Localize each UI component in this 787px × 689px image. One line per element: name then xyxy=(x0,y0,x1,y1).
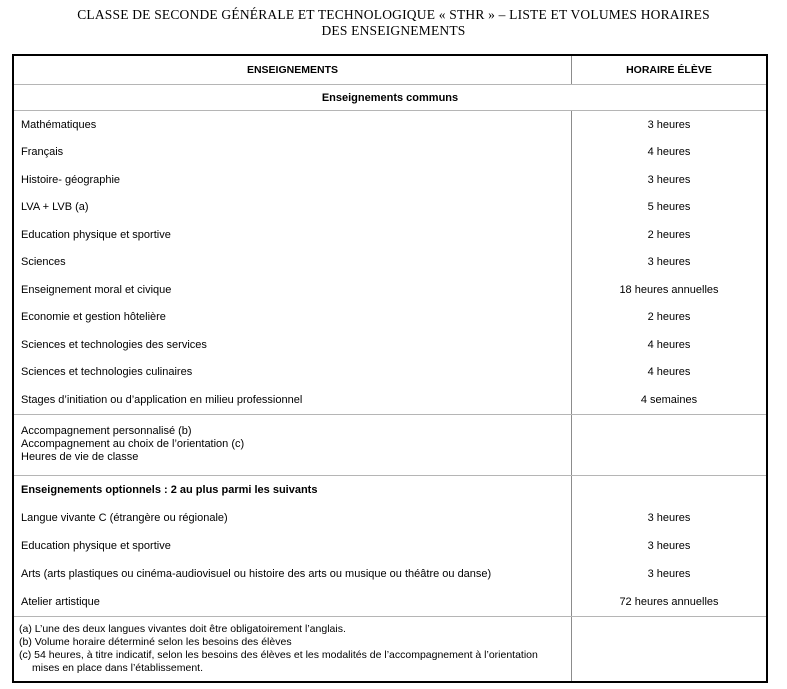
subject-label: LVA + LVB (a) xyxy=(14,194,572,222)
table-row xyxy=(14,359,766,387)
section-header-enseignements-communs: Enseignements communs xyxy=(14,85,766,111)
subject-label: Stages d’initiation ou d’application en milieu professionnel xyxy=(14,386,572,414)
subject-label: Langue vivante C (étrangère ou régionale) xyxy=(14,504,572,532)
subject-hours: 18 heures annuelles xyxy=(619,283,719,296)
section-header-enseignements-optionnels xyxy=(14,476,766,504)
subject-hours: 5 heures xyxy=(647,201,691,214)
document-title-line1: CLASSE DE SECONDE GÉNÉRALE ET TECHNOLOGIQUE « STHR » – LISTE ET VOLUMES HORAIRES xyxy=(77,7,710,22)
subject-label: Mathématiques xyxy=(14,111,572,139)
subject-hours: 72 heures annuelles xyxy=(619,595,719,608)
subject-hours: 4 heures xyxy=(647,366,691,379)
subject-hours: 3 heures xyxy=(647,173,691,186)
subject-label: Histoire- géographie xyxy=(14,166,572,194)
horaires-table xyxy=(12,54,768,683)
subject-hours: 2 heures xyxy=(647,311,691,324)
subject-label: Atelier artistique xyxy=(14,588,572,616)
section-optionnels-label: Enseignements optionnels : 2 au plus parmi les suivants xyxy=(14,476,572,504)
table-row xyxy=(14,194,766,222)
accompagnement-line: Heures de vie de classe xyxy=(21,451,139,463)
column-header-horaire-eleve: HORAIRE ÉLÈVE xyxy=(626,64,712,76)
subject-label: Economie et gestion hôtelière xyxy=(14,304,572,332)
footnote-c: (c) 54 heures, à titre indicatif, selon les besoins des élèves et les modalités de l’accompagnement à l’orientation mises en place dans l’établissement. xyxy=(19,648,538,675)
subject-label: Sciences et technologies des services xyxy=(14,331,572,359)
accompagnement-line: Accompagnement au choix de l’orientation (c) xyxy=(21,438,245,450)
column-header-enseignements: ENSEIGNEMENTS xyxy=(14,56,572,84)
footnotes-cell xyxy=(14,617,572,682)
subject-label: Sciences et technologies culinaires xyxy=(14,359,572,387)
footnote-a: (a) L’une des deux langues vivantes doit être obligatoirement l’anglais. xyxy=(19,622,346,635)
subject-hours: 3 heures xyxy=(647,118,691,131)
table-row xyxy=(14,111,766,139)
subject-label: Education physique et sportive xyxy=(14,532,572,560)
document-title-line2: DES ENSEIGNEMENTS xyxy=(321,23,466,38)
table-row xyxy=(14,304,766,332)
footnote-b: (b) Volume horaire déterminé selon les besoins des élèves xyxy=(19,635,292,648)
accompagnement-row xyxy=(14,415,766,476)
footnotes-row xyxy=(14,617,766,682)
section-optionnels-hours-empty xyxy=(572,476,766,504)
accompagnement-hours-empty xyxy=(572,415,766,475)
subject-hours: 2 heures xyxy=(647,228,691,241)
document-title xyxy=(0,7,787,39)
table-header-row xyxy=(14,56,766,85)
subject-label: Sciences xyxy=(14,249,572,277)
subject-hours: 3 heures xyxy=(647,567,691,580)
common-rows-block xyxy=(14,111,766,415)
accompagnement-line: Accompagnement personnalisé (b) xyxy=(21,425,192,437)
table-row xyxy=(14,588,766,616)
table-row xyxy=(14,139,766,167)
table-row xyxy=(14,249,766,277)
subject-label: Education physique et sportive xyxy=(14,221,572,249)
table-row xyxy=(14,532,766,560)
accompagnement-labels xyxy=(14,415,572,475)
subject-hours: 3 heures xyxy=(647,511,691,524)
table-row xyxy=(14,276,766,304)
subject-hours: 4 heures xyxy=(647,146,691,159)
table-row xyxy=(14,221,766,249)
subject-hours: 4 heures xyxy=(647,338,691,351)
optional-rows-block xyxy=(14,476,766,617)
table-row xyxy=(14,560,766,588)
table-row xyxy=(14,504,766,532)
subject-label: Français xyxy=(14,139,572,167)
subject-label: Arts (arts plastiques ou cinéma-audiovisuel ou histoire des arts ou musique ou théâtre ou danse) xyxy=(14,560,572,588)
subject-hours: 3 heures xyxy=(647,256,691,269)
subject-hours: 4 semaines xyxy=(640,393,698,406)
footnotes-hours-empty xyxy=(572,617,766,682)
subject-label: Enseignement moral et civique xyxy=(14,276,572,304)
table-row xyxy=(14,386,766,414)
table-row xyxy=(14,331,766,359)
subject-hours: 3 heures xyxy=(647,539,691,552)
table-row xyxy=(14,166,766,194)
